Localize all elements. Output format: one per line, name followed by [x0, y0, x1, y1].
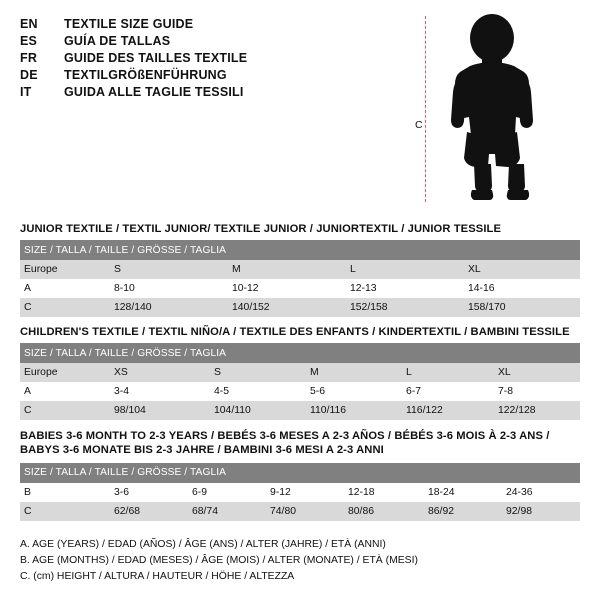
table-row	[20, 483, 580, 502]
legend-line-b: B. AGE (MONTHS) / EDAD (MESES) / ÂGE (MOIS) / ALTER (MONATE) / ETÀ (MESI)	[20, 554, 418, 566]
cell-c-24-36: 92/98	[502, 502, 580, 521]
cell-a-xl: 7-8	[494, 382, 580, 401]
cell-b-6-9: 6-9	[188, 483, 266, 502]
col-label-europe: Europe	[20, 363, 110, 382]
title-row-de	[20, 68, 350, 82]
figure-area	[350, 14, 588, 214]
table-row	[20, 502, 580, 521]
row-label-b: B	[20, 483, 110, 502]
col-label-s: S	[210, 363, 306, 382]
table-header-row	[20, 240, 580, 260]
row-label-a: A	[20, 382, 110, 401]
cell-c-12-18: 80/86	[344, 502, 424, 521]
title-text-en: TEXTILE SIZE GUIDE	[64, 17, 194, 31]
cell-c-3-6: 62/68	[110, 502, 188, 521]
title-text-fr: GUIDE DES TAILLES TEXTILE	[64, 51, 248, 65]
row-label-a: A	[20, 279, 110, 298]
table-row	[20, 401, 580, 420]
cell-c-6-9: 68/74	[188, 502, 266, 521]
lang-code-de: DE	[20, 68, 38, 82]
col-label-m: M	[306, 363, 402, 382]
cell-b-9-12: 9-12	[266, 483, 344, 502]
table-header-label-junior: SIZE / TALLA / TAILLE / GRÖSSE / TAGLIA	[20, 240, 580, 260]
table-childrens-textile	[20, 343, 580, 420]
cell-c-m: 110/116	[306, 401, 402, 420]
cell-c-s: 104/110	[210, 401, 306, 420]
table-header-row	[20, 343, 580, 363]
lang-code-es: ES	[20, 34, 38, 48]
cell-a-s: 4-5	[210, 382, 306, 401]
table-header-row	[20, 463, 580, 483]
table-row	[20, 279, 580, 298]
cell-a-s: 8-10	[110, 279, 228, 298]
figure-wrap	[410, 14, 580, 209]
table-row	[20, 363, 580, 382]
cell-a-m: 10-12	[228, 279, 346, 298]
measure-label-c: C	[415, 119, 423, 131]
title-text-de: TEXTILGRÖßENFÜHRUNG	[64, 68, 227, 82]
cell-a-xl: 14-16	[464, 279, 580, 298]
col-label-europe: Europe	[20, 260, 110, 279]
section-title-junior: JUNIOR TEXTILE / TEXTIL JUNIOR/ TEXTILE JUNIOR / JUNIORTEXTIL / JUNIOR TESSILE	[20, 223, 502, 235]
cell-c-s: 128/140	[110, 298, 228, 317]
table-header-label-babies: SIZE / TALLA / TAILLE / GRÖSSE / TAGLIA	[20, 463, 580, 483]
cell-c-9-12: 74/80	[266, 502, 344, 521]
table-row	[20, 382, 580, 401]
cell-a-l: 12-13	[346, 279, 464, 298]
cell-c-xl: 122/128	[494, 401, 580, 420]
legend-block	[20, 537, 588, 585]
section-babies-textile	[20, 429, 588, 521]
cell-a-xs: 3-4	[110, 382, 210, 401]
section-title-children: CHILDREN'S TEXTILE / TEXTIL NIÑO/A / TEXTILE DES ENFANTS / KINDERTEXTIL / BAMBINI TESSILE	[20, 326, 570, 338]
page-header	[20, 14, 588, 214]
col-label-xs: XS	[110, 363, 210, 382]
height-guide-line	[425, 16, 426, 202]
row-label-c: C	[20, 401, 110, 420]
col-label-m: M	[228, 260, 346, 279]
cell-b-24-36: 24-36	[502, 483, 580, 502]
table-row	[20, 298, 580, 317]
cell-c-m: 140/152	[228, 298, 346, 317]
cell-c-xs: 98/104	[110, 401, 210, 420]
title-text-es: GUÍA DE TALLAS	[64, 34, 171, 48]
title-row-es	[20, 34, 350, 48]
title-text-it: GUIDA ALLE TAGLIE TESSILI	[64, 85, 244, 99]
title-row-it	[20, 85, 350, 99]
col-label-l: L	[346, 260, 464, 279]
cell-c-l: 116/122	[402, 401, 494, 420]
cell-b-18-24: 18-24	[424, 483, 502, 502]
legend-line-a: A. AGE (YEARS) / EDAD (AÑOS) / ÂGE (ANS) / ALTER (JAHRE) / ETÀ (ANNI)	[20, 538, 386, 550]
table-junior-textile	[20, 240, 580, 317]
lang-code-en: EN	[20, 17, 38, 31]
title-block	[20, 14, 350, 102]
cell-c-xl: 158/170	[464, 298, 580, 317]
title-row-en	[20, 17, 350, 31]
title-row-fr	[20, 51, 350, 65]
lang-code-fr: FR	[20, 51, 38, 65]
legend-line-c: C. (cm) HEIGHT / ALTURA / HAUTEUR / HÖHE / ALTEZZA	[20, 570, 295, 582]
table-babies-textile	[20, 463, 580, 521]
section-title-babies: BABIES 3-6 MONTH TO 2-3 YEARS / BEBÉS 3-6 MESES A 2-3 AÑOS / BÉBÉS 3-6 MOIS À 2-3 ANS / BABYS 3-6 MONATE BIS 2-3 JAHRE / BAMBINI 3-6 MESI A 2-3 ANNI	[20, 430, 550, 457]
section-childrens-textile	[20, 326, 588, 420]
col-label-l: L	[402, 363, 494, 382]
cell-a-m: 5-6	[306, 382, 402, 401]
cell-a-l: 6-7	[402, 382, 494, 401]
row-label-c: C	[20, 502, 110, 521]
cell-b-12-18: 12-18	[344, 483, 424, 502]
table-row	[20, 260, 580, 279]
col-label-s: S	[110, 260, 228, 279]
toddler-silhouette-icon	[440, 14, 560, 204]
cell-b-3-6: 3-6	[110, 483, 188, 502]
lang-code-it: IT	[20, 85, 32, 99]
col-label-xl: XL	[494, 363, 580, 382]
row-label-c: C	[20, 298, 110, 317]
cell-c-l: 152/158	[346, 298, 464, 317]
cell-c-18-24: 86/92	[424, 502, 502, 521]
section-junior-textile	[20, 223, 588, 317]
col-label-xl: XL	[464, 260, 580, 279]
table-header-label-children: SIZE / TALLA / TAILLE / GRÖSSE / TAGLIA	[20, 343, 580, 363]
